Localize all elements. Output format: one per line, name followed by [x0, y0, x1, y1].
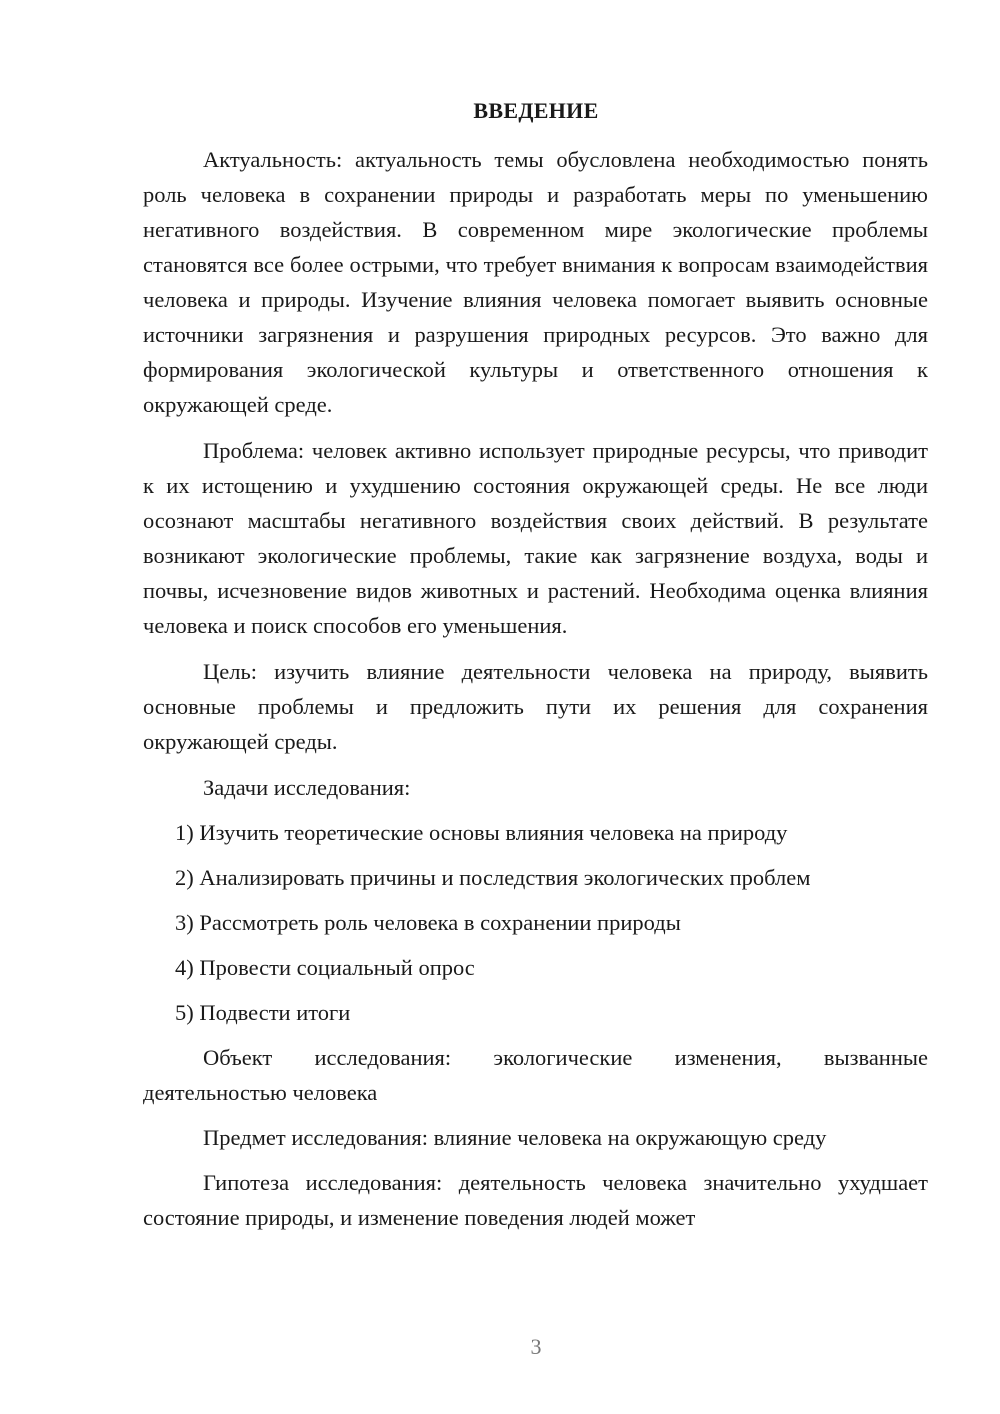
task-item: 3) Рассмотреть роль человека в сохранении природы	[175, 910, 681, 935]
page-content	[143, 142, 928, 1245]
page-title: ВВЕДЕНИЕ	[473, 98, 599, 123]
tasks-heading: Задачи исследования:	[203, 775, 411, 800]
subject-paragraph: Предмет исследования: влияние человека на окружающую среду	[203, 1125, 827, 1150]
task-item: 4) Провести социальный опрос	[175, 955, 475, 980]
problem-paragraph: Проблема: человек активно использует природные ресурсы, что приводит к их истощению и ухудшению состояния окружающей среды. Не все люди осознают масштабы негативного воздействия своих действий. В результате возникают экологические проблемы, такие как загрязнение воздуха, воды и почвы, исчезновение видов животных и растений. Необходима оценка влияния человека и поиск способов его уменьшения.	[143, 438, 928, 638]
task-item: 2) Анализировать причины и последствия экологических проблем	[175, 865, 811, 890]
object-paragraph: Объект исследования: экологические изменения, вызванные деятельностью человека	[143, 1045, 928, 1105]
task-item: 1) Изучить теоретические основы влияния человека на природу	[175, 820, 788, 845]
goal-paragraph: Цель: изучить влияние деятельности человека на природу, выявить основные проблемы и предложить пути их решения для сохранения окружающей среды.	[143, 659, 928, 754]
relevance-paragraph: Актуальность: актуальность темы обусловлена необходимостью понять роль человека в сохранении природы и разработать меры по уменьшению негативного воздействия. В современном мире экологические проблемы становятся все более острыми, что требует внимания к вопросам взаимодействия человека и природы. Изучение влияния человека помогает выявить основные источники загрязнения и разрушения природных ресурсов. Это важно для формирования экологической культуры и ответственного отношения к окружающей среде.	[143, 147, 928, 417]
task-item: 5) Подвести итоги	[175, 1000, 351, 1025]
page-number: 3	[530, 1334, 542, 1359]
hypothesis-paragraph: Гипотеза исследования: деятельность человека значительно ухудшает состояние природы, и изменение поведения людей может	[143, 1170, 928, 1230]
